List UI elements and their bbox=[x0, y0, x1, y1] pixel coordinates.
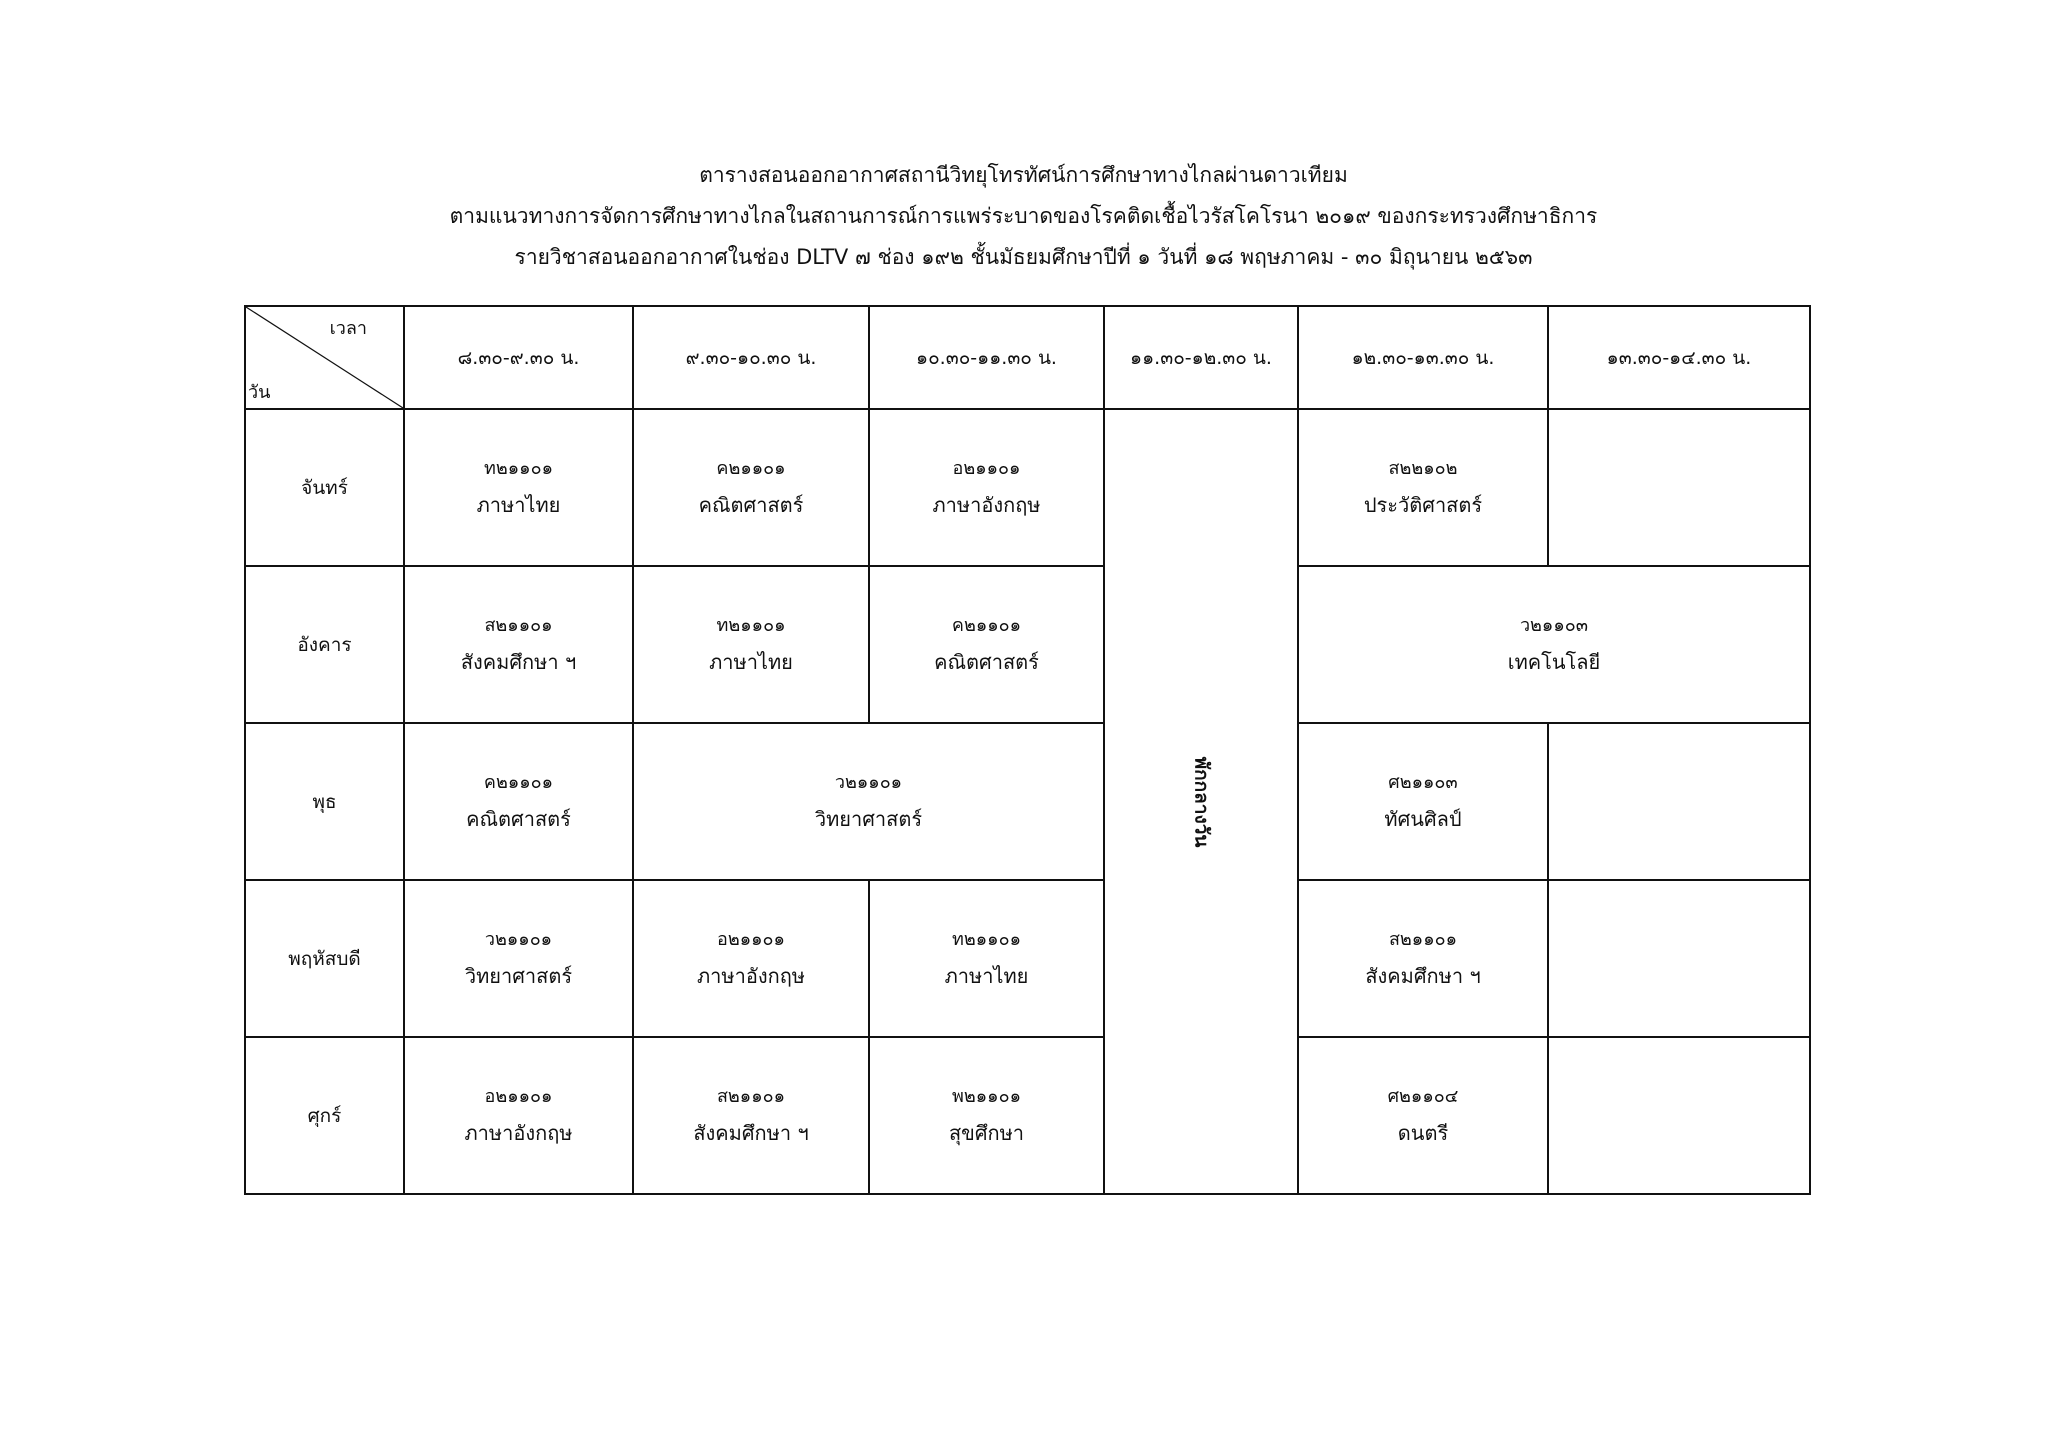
class-cell bbox=[1298, 1037, 1548, 1194]
course-subject: ภาษาไทย bbox=[944, 963, 1029, 988]
time-slot-header: ๑๒.๓๐-๑๓.๓๐ น. bbox=[1298, 306, 1548, 409]
corner-day-label: วัน bbox=[248, 382, 271, 403]
title-line-2: ตามแนวทางการจัดการศึกษาทางไกลในสถานการณ์การแพร่ระบาดของโรคติดเชื้อไวรัสโคโรนา ๒๐๑๙ ของกระทรวงศึกษาธิการ bbox=[449, 204, 1598, 228]
empty-cell bbox=[1548, 880, 1810, 1037]
course-subject: คณิตศาสตร์ bbox=[698, 492, 804, 517]
class-cell bbox=[404, 880, 633, 1037]
course-code: อ๒๑๑๐๑ bbox=[952, 457, 1021, 479]
lunch-break-label: พักกลางวัน bbox=[1190, 756, 1212, 847]
course-code: ค๒๑๑๐๑ bbox=[951, 614, 1022, 636]
course-subject: ภาษาอังกฤษ bbox=[464, 1120, 573, 1145]
course-subject: ทัศนศิลป์ bbox=[1384, 806, 1462, 831]
course-code: อ๒๑๑๐๑ bbox=[717, 928, 785, 950]
course-code: ศ๒๑๑๐๓ bbox=[1388, 771, 1458, 793]
class-cell bbox=[869, 409, 1104, 566]
day-row-tuesday bbox=[245, 566, 1810, 723]
class-cell bbox=[869, 1037, 1104, 1194]
class-cell bbox=[869, 566, 1104, 723]
time-slot-header: ๘.๓๐-๙.๓๐ น. bbox=[404, 306, 633, 409]
course-code: ท๒๑๑๐๑ bbox=[952, 928, 1021, 950]
course-code: ส๒๑๑๐๑ bbox=[484, 614, 553, 636]
day-label: พฤหัสบดี bbox=[245, 880, 404, 1037]
corner-time-label: เวลา bbox=[329, 318, 367, 339]
course-code: พ๒๑๑๐๑ bbox=[952, 1085, 1021, 1107]
class-cell bbox=[404, 566, 633, 723]
time-slot-header: ๙.๓๐-๑๐.๓๐ น. bbox=[633, 306, 869, 409]
class-cell-double bbox=[1298, 566, 1810, 723]
course-subject: ภาษาไทย bbox=[476, 492, 561, 517]
header-row bbox=[245, 306, 1810, 409]
course-code: ว๒๑๑๐๓ bbox=[1519, 614, 1589, 636]
course-code: ค๒๑๑๐๑ bbox=[716, 457, 786, 479]
course-code: ส๒๑๑๐๑ bbox=[1388, 928, 1458, 950]
day-label: อังคาร bbox=[245, 566, 404, 723]
class-cell bbox=[869, 880, 1104, 1037]
course-subject: สังคมศึกษา ฯ bbox=[693, 1120, 809, 1145]
course-subject: คณิตศาสตร์ bbox=[466, 806, 571, 831]
day-label: ศุกร์ bbox=[245, 1037, 404, 1194]
course-subject: สุขศึกษา bbox=[948, 1120, 1025, 1145]
document-title-block bbox=[0, 155, 2047, 278]
day-row-friday bbox=[245, 1037, 1810, 1194]
course-code: ศ๒๑๑๐๔ bbox=[1387, 1085, 1459, 1107]
course-subject: ภาษาอังกฤษ bbox=[932, 492, 1041, 517]
lunch-break-cell bbox=[1104, 409, 1298, 1194]
course-subject: เทคโนโลยี bbox=[1507, 649, 1601, 674]
day-row-monday bbox=[245, 409, 1810, 566]
time-slot-header: ๑๐.๓๐-๑๑.๓๐ น. bbox=[869, 306, 1104, 409]
course-subject: ประวัติศาสตร์ bbox=[1363, 492, 1483, 517]
course-subject: วิทยาศาสตร์ bbox=[464, 963, 573, 988]
class-cell bbox=[404, 409, 633, 566]
class-cell bbox=[633, 1037, 869, 1194]
empty-cell bbox=[1548, 409, 1810, 566]
class-cell bbox=[1298, 880, 1548, 1037]
course-code: ว๒๑๑๐๑ bbox=[834, 771, 903, 793]
course-code: ว๒๑๑๐๑ bbox=[484, 928, 553, 950]
title-line-1: ตารางสอนออกอากาศสถานีวิทยุโทรทัศน์การศึกษาทางไกลผ่านดาวเทียม bbox=[699, 163, 1348, 187]
course-code: ส๒๑๑๐๑ bbox=[716, 1085, 786, 1107]
course-code: ค๒๑๑๐๑ bbox=[483, 771, 554, 793]
course-subject: ดนตรี bbox=[1397, 1120, 1449, 1145]
time-slot-header: ๑๓.๓๐-๑๔.๓๐ น. bbox=[1548, 306, 1810, 409]
course-subject: สังคมศึกษา ฯ bbox=[460, 649, 577, 674]
corner-cell bbox=[245, 306, 404, 409]
class-cell bbox=[633, 409, 869, 566]
time-slot-header: ๑๑.๓๐-๑๒.๓๐ น. bbox=[1104, 306, 1298, 409]
course-code: ท๒๑๑๐๑ bbox=[716, 614, 786, 636]
class-cell bbox=[633, 880, 869, 1037]
title-line-3: รายวิชาสอนออกอากาศในช่อง DLTV ๗ ช่อง ๑๙๒ ชั้นมัธยมศึกษาปีที่ ๑ วันที่ ๑๘ พฤษภาคม - ๓๐ มิถุนายน ๒๕๖๓ bbox=[514, 245, 1533, 269]
class-cell bbox=[1298, 723, 1548, 880]
class-cell bbox=[1298, 409, 1548, 566]
class-cell bbox=[404, 723, 633, 880]
schedule-table bbox=[244, 305, 1811, 1195]
course-code: อ๒๑๑๐๑ bbox=[484, 1085, 553, 1107]
class-cell bbox=[404, 1037, 633, 1194]
course-subject: ภาษาไทย bbox=[709, 649, 793, 674]
day-row-thursday bbox=[245, 880, 1810, 1037]
course-subject: วิทยาศาสตร์ bbox=[814, 806, 923, 831]
day-row-wednesday bbox=[245, 723, 1810, 880]
class-cell bbox=[633, 566, 869, 723]
class-cell-double bbox=[633, 723, 1104, 880]
course-subject: คณิตศาสตร์ bbox=[934, 649, 1039, 674]
empty-cell bbox=[1548, 1037, 1810, 1194]
course-subject: สังคมศึกษา ฯ bbox=[1365, 963, 1481, 988]
empty-cell bbox=[1548, 723, 1810, 880]
course-code: ส๒๒๑๐๒ bbox=[1388, 457, 1458, 479]
course-code: ท๒๑๑๐๑ bbox=[484, 457, 553, 479]
course-subject: ภาษาอังกฤษ bbox=[696, 963, 805, 988]
day-label: พุธ bbox=[245, 723, 404, 880]
day-label: จันทร์ bbox=[245, 409, 404, 566]
